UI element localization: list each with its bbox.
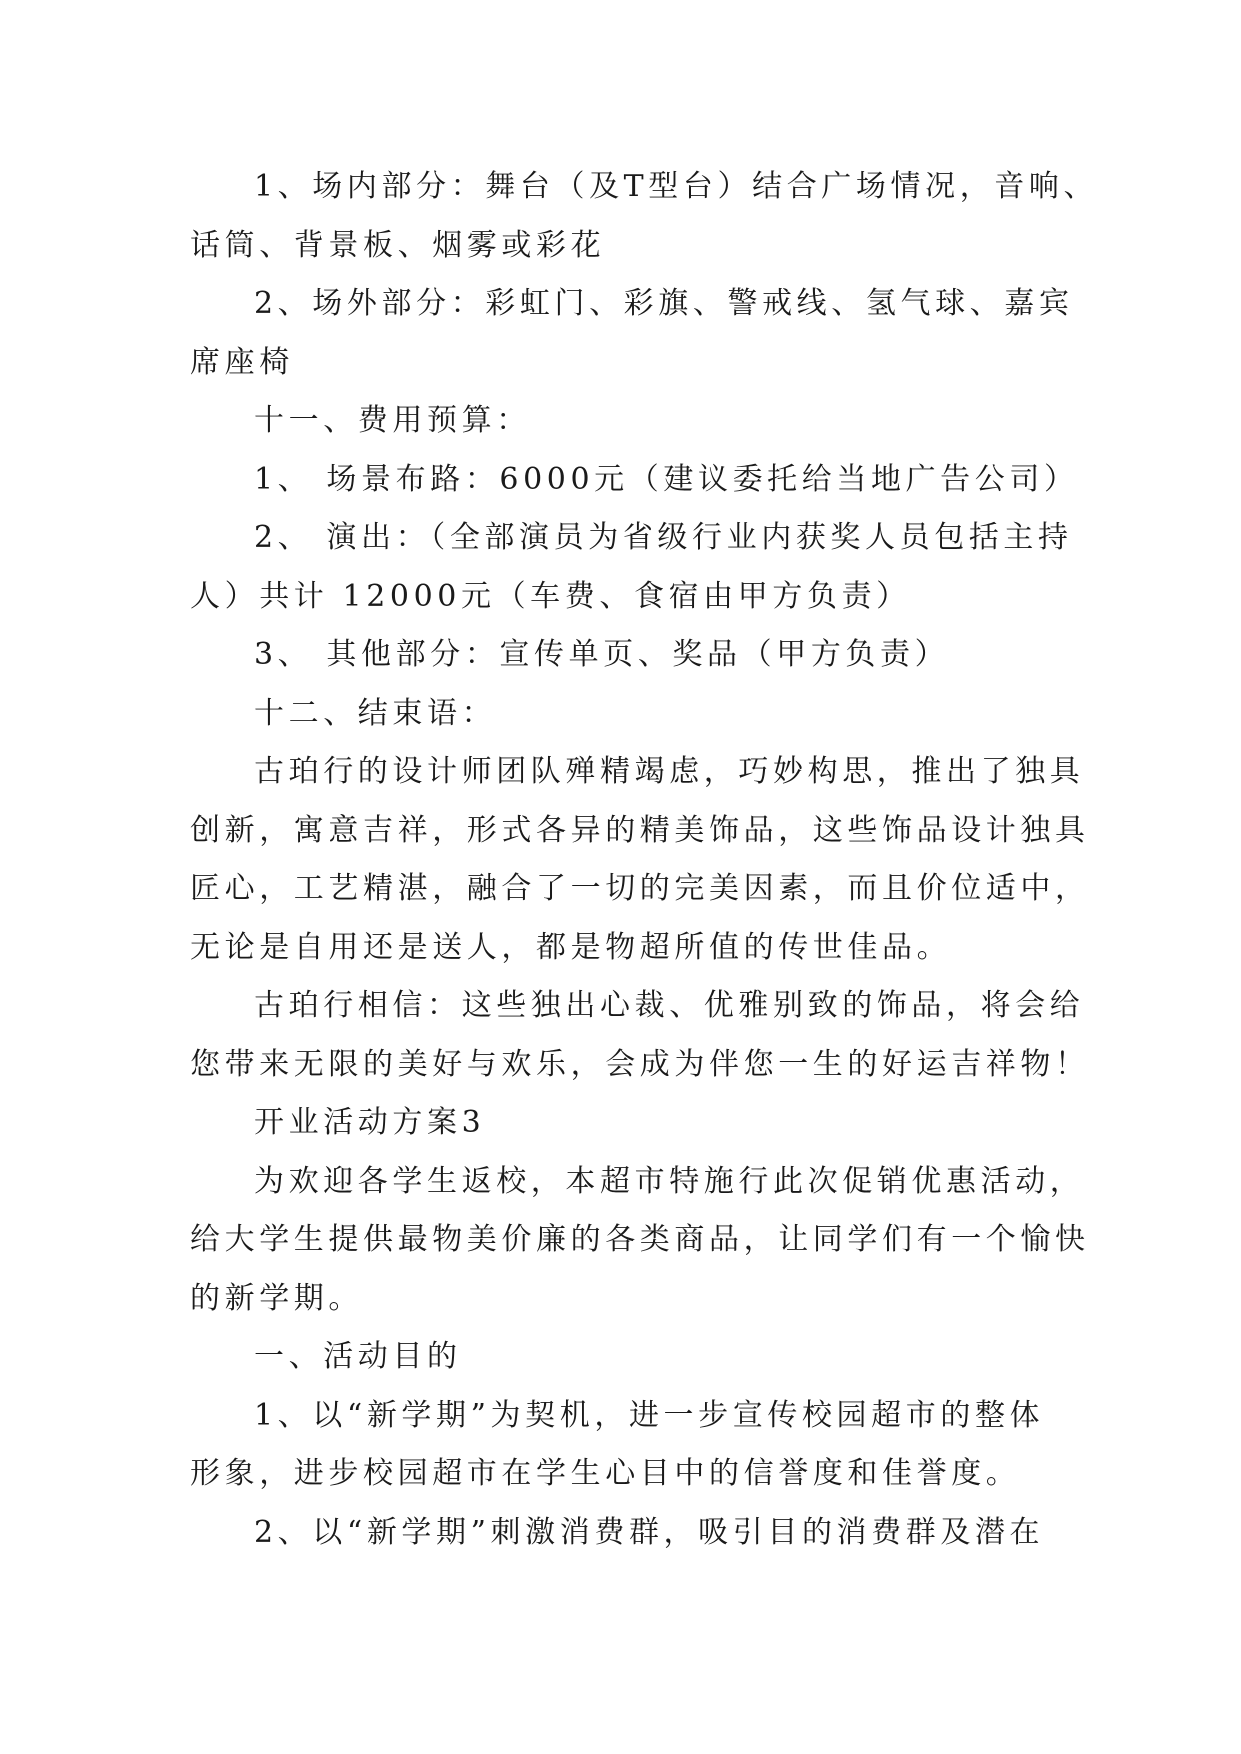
text-line: 古珀行相信：这些独出心裁、优雅别致的饰品，将会给	[254, 988, 1085, 1023]
text-line: 3、 其他部分：宣传单页、奖品（甲方负责）	[254, 637, 950, 672]
text-line: 2、 演出：（全部演员为省级行业内获奖人员包括主持	[254, 520, 1073, 555]
text-line: 十二、结束语：	[254, 695, 497, 731]
text-line: 2、场外部分：彩虹门、彩旗、警戒线、氢气球、嘉宾	[254, 286, 1074, 321]
document-body	[190, 158, 1099, 1562]
text-line: 为欢迎各学生返校，本超市特施行此次促销优惠活动，	[254, 1163, 1085, 1199]
text-line: 1、场内部分：舞台（及T型台）结合广场情况，音响、	[254, 169, 1099, 204]
text-line: 1、以“新学期”为契机，进一步宣传校园超市的整体	[254, 1397, 1045, 1433]
text-line: 一、活动目的	[254, 1339, 462, 1374]
text-line: 匠心，工艺精湛，融合了一切的完美因素，而且价位适中，	[190, 871, 1090, 906]
text-line: 十一、费用预算：	[254, 403, 531, 438]
text-line: 创新，寓意吉祥，形式各异的精美饰品，这些饰品设计独具	[190, 812, 1090, 848]
text-line: 给大学生提供最物美价廉的各类商品，让同学们有一个愉快	[190, 1222, 1090, 1257]
text-line: 人）共计 12000元（车费、食宿由甲方负责）	[190, 578, 911, 614]
text-line: 席座椅	[190, 344, 294, 380]
text-line: 古珀行的设计师团队殚精竭虑，巧妙构思，推出了独具	[254, 754, 1085, 789]
text-line: 的新学期。	[190, 1280, 363, 1316]
text-line: 形象，进步校园超市在学生心目中的信誉度和佳誉度。	[190, 1456, 1021, 1491]
text-line: 2、以“新学期”刺激消费群，吸引目的消费群及潜在	[254, 1514, 1045, 1550]
text-line: 无论是自用还是送人，都是物超所值的传世佳品。	[190, 929, 952, 965]
text-line: 1、 场景布路：6000元（建议委托给当地广告公司）	[254, 461, 1079, 497]
text-line: 您带来无限的美好与欢乐，会成为伴您一生的好运吉祥物！	[190, 1046, 1090, 1082]
text-line: 话筒、背景板、烟雾或彩花	[190, 227, 606, 263]
text-line: 开业活动方案3	[254, 1105, 486, 1140]
